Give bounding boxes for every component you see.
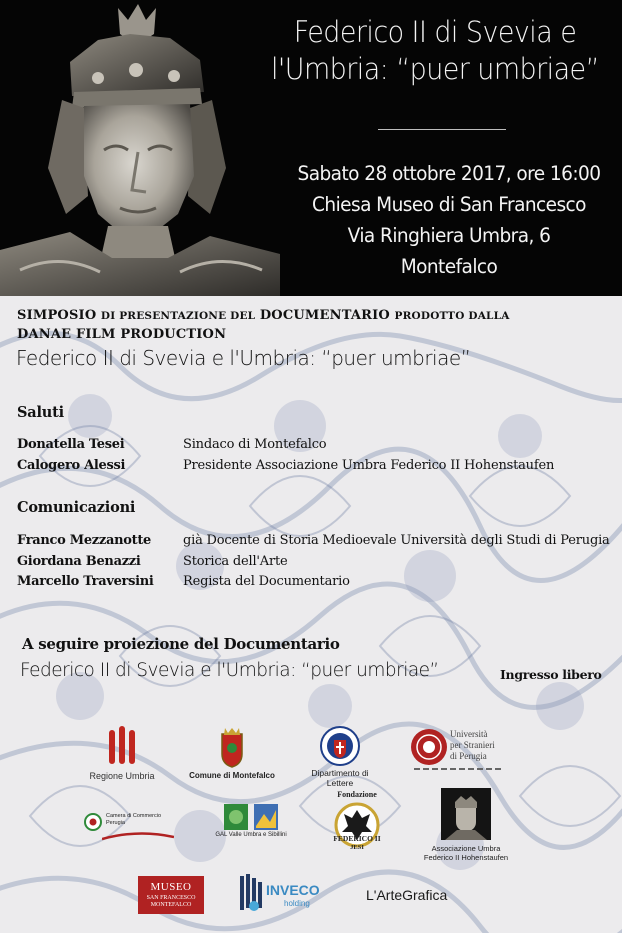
- associazione-caption-1: Associazione Umbra: [431, 844, 501, 853]
- speaker-name: Giordana Benazzi: [17, 554, 141, 569]
- fondazione-caption-2: FEDERICO II: [333, 834, 381, 843]
- museo-caption-3: MONTEFALCO: [150, 902, 192, 908]
- universita-stranieri-logo: [410, 728, 506, 772]
- saluti-row: [17, 458, 617, 478]
- comunicazioni-row: [17, 533, 617, 553]
- comune-montefalco-logo: [184, 728, 280, 780]
- symposium-intro: [17, 306, 577, 343]
- speaker-role: Presidente Associazione Umbra Federico II Hohenstaufen: [183, 458, 555, 473]
- universita-caption-2: per Stranieri: [450, 740, 495, 750]
- speaker-role: Regista del Documentario: [183, 574, 350, 589]
- regione-umbria-emblem-icon: [107, 726, 137, 768]
- speaker-name: Marcello Traversini: [17, 574, 154, 589]
- camera-caption-2: Perugia: [106, 820, 125, 826]
- dipartimento-lettere-logo: [308, 726, 372, 788]
- event-title: [261, 14, 609, 88]
- universita-caption-1: Università: [450, 729, 488, 739]
- dipartimento-caption-2: Lettere: [326, 778, 354, 788]
- speaker-name: Calogero Alessi: [17, 458, 126, 473]
- comunicazioni-heading: Comunicazioni: [17, 499, 136, 516]
- associazione-federico-logo: [414, 788, 518, 862]
- inveco-holding-logo: [240, 872, 332, 914]
- screening-title: Federico II di Svevia e l'Umbria: “puer umbriae”: [20, 660, 439, 681]
- saluti-heading: Saluti: [17, 404, 64, 421]
- associazione-caption-2: Federico II Hohenstaufen: [423, 853, 509, 862]
- regione-umbria-logo: [82, 726, 162, 781]
- statue-image: [0, 0, 280, 296]
- event-venue: Chiesa Museo di San Francesco: [312, 193, 586, 216]
- dipartimento-seal-icon: [320, 726, 360, 766]
- intro-text-presentation: DI PRESENTAZIONE DEL: [100, 310, 256, 322]
- event-details: [285, 158, 614, 282]
- intro-word-simposio: SIMPOSIO: [17, 308, 97, 323]
- inveco-caption-2: holding: [284, 899, 310, 908]
- saluti-row: [17, 437, 617, 457]
- fondazione-federico-logo: [326, 790, 388, 856]
- universita-seal-icon: [410, 728, 448, 766]
- artegrafica-caption: L'ArteGrafica: [366, 887, 448, 903]
- gal-emblem-icon: [224, 804, 278, 830]
- camera-caption-1: Camera di Commercio: [106, 813, 162, 819]
- event-town: Montefalco: [400, 255, 498, 278]
- associazione-statue-icon: [441, 788, 491, 840]
- camera-commercio-logo: [84, 809, 178, 843]
- gal-logo: [206, 804, 296, 838]
- camera-commercio-emblem-icon: [84, 813, 102, 831]
- museo-san-francesco-logo: [138, 876, 204, 914]
- regione-umbria-caption: Regione Umbria: [89, 771, 155, 781]
- speaker-name: Franco Mezzanotte: [17, 533, 151, 548]
- title-divider: [378, 129, 506, 130]
- speaker-name: Donatella Tesei: [17, 437, 125, 452]
- screening-heading: A seguire proiezione del Documentario: [22, 635, 340, 653]
- inveco-emblem-icon: [240, 874, 262, 912]
- event-title-line-1: Federico II di Svevia e: [293, 15, 577, 49]
- speaker-role: Storica dell'Arte: [183, 554, 288, 569]
- comunicazioni-row: [17, 554, 617, 574]
- gal-caption: GAL Valle Umbra e Sibillini: [215, 832, 287, 838]
- inveco-caption-1: INVECO: [266, 882, 320, 898]
- museo-caption-1: MUSEO: [150, 881, 192, 893]
- event-address: Via Ringhiera Umbra, 6: [347, 224, 551, 247]
- program-section: [0, 296, 622, 933]
- universita-caption-3: di Perugia: [450, 751, 487, 761]
- dipartimento-caption-1: Dipartimento di: [311, 768, 369, 778]
- header-banner: [0, 0, 622, 296]
- comune-crest-icon: [219, 728, 245, 768]
- documentary-title: Federico II di Svevia e l'Umbria: “puer umbriae”: [16, 346, 471, 370]
- comune-caption: Comune di Montefalco: [189, 771, 275, 780]
- event-title-line-2: l'Umbria: “puer umbriae”: [270, 52, 599, 86]
- camera-swoosh-icon: [102, 831, 174, 841]
- artegrafica-logo: [366, 887, 462, 903]
- speaker-role: Sindaco di Montefalco: [183, 437, 327, 452]
- museo-caption-2: SAN FRANCESCO: [146, 895, 196, 901]
- universita-fine-print: [414, 768, 502, 770]
- speaker-role: già Docente di Storia Medioevale Università degli Studi di Perugia: [183, 533, 610, 548]
- intro-text-produced: PRODOTTO DALLA: [394, 310, 510, 322]
- fondazione-caption-3: JESI: [350, 844, 364, 851]
- intro-producer: DANAE FILM PRODUCTION: [17, 327, 227, 342]
- fondazione-caption-1: Fondazione: [337, 790, 377, 799]
- comunicazioni-row: [17, 574, 617, 594]
- free-entry-note: Ingresso libero: [500, 667, 602, 682]
- event-date: Sabato 28 ottobre 2017, ore 16:00: [297, 162, 601, 185]
- intro-word-documentario: DOCUMENTARIO: [259, 308, 390, 323]
